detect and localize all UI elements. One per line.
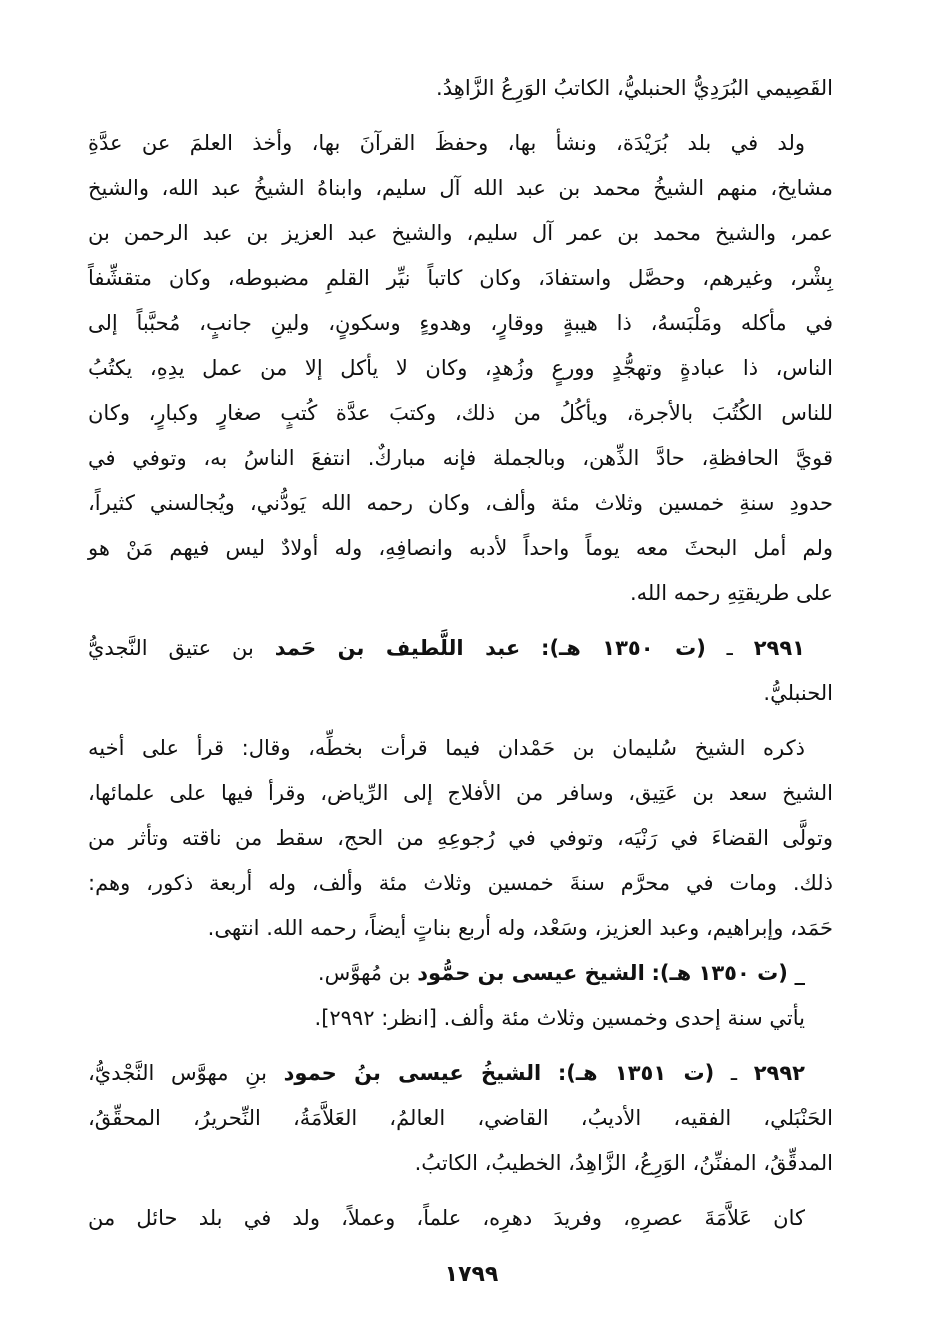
paragraph [88, 66, 833, 111]
biography-entry [88, 1051, 833, 1186]
paragraph [88, 1196, 833, 1241]
text-line: الشيخ سعد بن عَتِيق، وسافر من الأفلاج إلى الرِّياض، وقرأ فيها على علمائها، [88, 781, 833, 805]
text-line: ولد في بلد بُرَيْدَة، ونشأ بها، وحفظَ القرآنَ بها، وأخذ العلمَ عن عدَّةِ [88, 131, 805, 155]
text-line: الحَنْبَلي، الفقيه، الأديبُ، القاضي، العالمُ، العَلاَّمَةُ، النِّحريرُ، المحقِّقُ، [88, 1106, 833, 1130]
paragraph [88, 726, 833, 951]
text-line: في مأكله ومَلْبَسهُ، ذا هيبةٍ ووقارٍ، وهدوءٍ وسكونٍ، ولينِ جانبٍ، مُحبَّباً إلى [88, 311, 833, 335]
text-line: ذلك. ومات في محرَّم سنةَ خمسين وثلاث مئة وألف، وله أربعة ذكور، وهم: [88, 871, 833, 895]
text-line: حَمَد، وإبراهيم، وعبد العزيز، وسَعْد، وله أربع بناتٍ أيضاً، رحمه الله. انتهى. [207, 916, 833, 940]
page-number: ١٧٩٩ [444, 1262, 499, 1287]
entry-death-date: (ت ١٣٥٠ هـ): [651, 961, 788, 985]
text-line: قويَّ الحافظةِ، حادَّ الذِّهن، وبالجملة فإنه مباركٌ. انتفعَ الناسُ به، وتوفي في [88, 446, 833, 470]
entry-death-date: (ت ١٣٥٠ هـ): [541, 636, 706, 660]
entry-name-rest: بن عتيق النَّجديُّ [88, 636, 254, 660]
entry-number: ٢٩٩٢ [753, 1061, 805, 1085]
text-line: بِشْر، وغيرهم، وحصَّل واستفادَ، وكان كاتباً نيِّر القلمِ مضبوطه، وكان متقشِّفاً [88, 266, 833, 290]
text-line: المدقِّقُ، المفنِّنُ، الوَرِعُ، الزَّاهِدُ، الخطيبُ، الكاتبُ. [414, 1151, 833, 1175]
text-line: حدودِ سنةِ خمسين وثلاث مئة وألف، وكان رحمه الله يَودُّني، ويُجالسني كثيراً، [88, 491, 833, 515]
entry-name: الشيخُ عيسى بنُ حمود [283, 1061, 542, 1085]
entry-name: عبد اللَّطيف بن حَمد [274, 636, 521, 660]
text-line: على طريقتِهِ رحمه الله. [629, 581, 833, 605]
text-line: الناس، ذا عبادةٍ وتهجُّدٍ وورعٍ وزُهدٍ، وكان لا يأكل إلا من عمل يدِهِ، يكتُبُ [88, 356, 833, 380]
entry-heading: ٢٩٩٢ ـ (ت ١٣٥١ هـ): الشيخُ عيسى بنُ حمود بنِ مهوَّس النَّجْديُّ، [88, 1061, 805, 1085]
entry-number: _ [794, 961, 805, 985]
text-line: عمر، والشيخ محمد بن عمر آل سليم، والشيخ عبد العزيز بن عبد الرحمن بن [88, 221, 833, 245]
text-line: الحنبليُّ. [763, 681, 833, 705]
text-line: مشايخ، منهم الشيخُ محمد بن عبد الله آل سليم، وابناهُ الشيخُ عبد الله، والشيخ [88, 176, 833, 200]
entry-death-date: (ت ١٣٥١ هـ): [557, 1061, 715, 1085]
text-line: ذكره الشيخ سُليمان بن حَمْدان فيما قرأت بخطِّه، وقال: قرأ على أخيه [88, 736, 805, 760]
text-line: يأتي سنة إحدى وخمسين وثلاث مئة وألف. [انظر: ٢٩٩٢]. [314, 1006, 805, 1030]
paragraph [88, 121, 833, 616]
page-body [88, 66, 833, 1241]
text-line: للناس الكُتُبَ بالأجرة، ويأكُلُ من ذلك، وكتبَ عدَّة كُتبٍ صغارٍ وكبارٍ، وكان [88, 401, 833, 425]
biography-entry [88, 951, 833, 996]
entry-name: الشيخ عيسى بن حمُّود [417, 961, 645, 985]
paragraph [88, 996, 833, 1041]
biography-entry [88, 626, 833, 716]
entry-name-rest: بن مُهوَّس. [317, 961, 411, 985]
text-line: كان عَلاَّمَةَ عصرِهِ، وفريدَ دهرِه، علماً، وعملاً، ولد في بلد حائل من [88, 1206, 805, 1230]
entry-number: ٢٩٩١ [753, 636, 805, 660]
entry-name-rest: بنِ مهوَّس النَّجْديُّ، [88, 1061, 267, 1085]
entry-heading: ٢٩٩١ ـ (ت ١٣٥٠ هـ): عبد اللَّطيف بن حَمد بن عتيق النَّجديُّ [88, 636, 805, 660]
text-line: وتولَّى القضاءَ في رَنْيَه، وتوفي في رُجوعِهِ من الحج، سقط من ناقته وتأثر من [88, 826, 833, 850]
entry-heading [88, 951, 833, 996]
text-line: القَصِيمي البُرَدِيُّ الحنبليُّ، الكاتبُ الوَرِعُ الزَّاهِدُ. [436, 76, 833, 100]
text-line: ولم أمل البحثَ معه يوماً واحداً لأدبه وانصافِهِ، وله أولادٌ ليس فيهم مَنْ هو [88, 536, 833, 560]
